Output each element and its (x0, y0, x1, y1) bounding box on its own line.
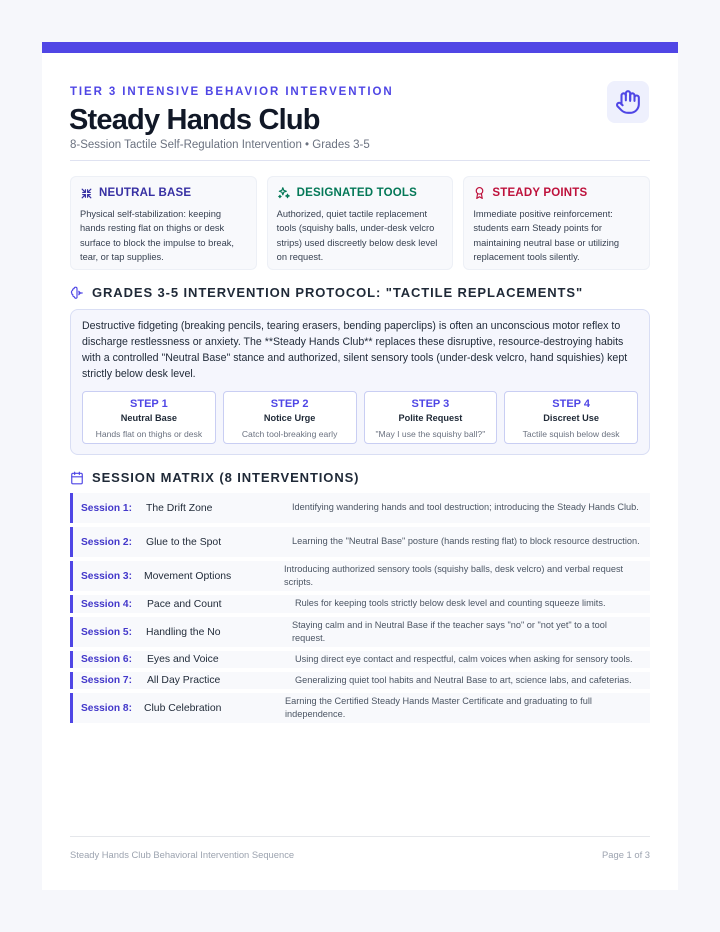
session-name: Eyes and Voice (147, 654, 219, 665)
table-row (70, 672, 650, 689)
card-title: DESIGNATED TOOLS (296, 187, 418, 199)
table-row (70, 527, 650, 557)
matrix-section-heading (70, 470, 359, 485)
intervention-tier-label: TIER 3 INTENSIVE BEHAVIOR INTERVENTION (70, 86, 394, 98)
step-card (82, 391, 216, 444)
page-number: Page 1 of 3 (602, 849, 650, 860)
step-description: Tactile squish below desk (522, 429, 620, 439)
session-name: Pace and Count (147, 598, 222, 610)
session-number: Session 8: (81, 702, 132, 714)
step-name: Neutral Base (120, 413, 177, 423)
footer-document-title: Steady Hands Club Behavioral Intervention Sequence (70, 849, 295, 860)
step-description: Catch tool-breaking early (241, 429, 338, 439)
accent-top-bar (42, 42, 678, 53)
page-subtitle: 8-Session Tactile Self-Regulation Intervention • Grades 3-5 (70, 139, 370, 151)
table-row (70, 617, 650, 647)
session-description: Staying calm and in Neutral Base if the teacher says "no" or "not yet" to a tool request. (292, 619, 607, 643)
award-ribbon-icon (473, 186, 486, 200)
step-number: STEP 4 (552, 398, 590, 410)
step-number: STEP 3 (411, 398, 450, 410)
matrix-heading: SESSION MATRIX (8 INTERVENTIONS) (92, 470, 360, 485)
protocol-panel (70, 309, 650, 455)
raised-hand-badge (607, 81, 649, 123)
page-title: Steady Hands Club (69, 104, 320, 136)
card-body: Physical self-stabilization: keeping hands resting flat on thighs or desk surface to block the impulse to break, tear, or tap supplies. (80, 209, 234, 263)
table-row (70, 693, 650, 723)
session-number: Session 3: (81, 570, 132, 582)
step-card (223, 391, 357, 444)
header-divider (70, 160, 650, 161)
card-body: Immediate positive reinforcement: students earn Steady points for maintaining neutral base or utilizing replacement tools silently. (473, 209, 620, 263)
table-row (70, 651, 650, 668)
session-number: Session 7: (81, 675, 132, 686)
card-body: Authorized, quiet tactile replacement tools (squishy balls, under-desk velcro strips) used discreetly below desk level on request. (276, 209, 438, 263)
step-number: STEP 2 (270, 398, 309, 410)
collapse-arrows-icon (80, 187, 93, 200)
step-name: Discreet Use (543, 413, 599, 423)
session-number: Session 1: (81, 502, 132, 514)
card-neutral-base (70, 176, 257, 270)
session-name: Movement Options (144, 570, 232, 582)
step-name: Polite Request (398, 413, 463, 423)
brain-icon (70, 286, 84, 300)
step-card (504, 391, 638, 444)
protocol-section-heading (70, 285, 583, 300)
table-row (70, 595, 650, 613)
session-number: Session 5: (81, 626, 132, 638)
sparkles-icon (277, 186, 291, 200)
protocol-steps (82, 391, 638, 444)
card-designated-tools (267, 176, 454, 270)
card-title: STEADY POINTS (492, 187, 588, 199)
session-description: Using direct eye contact and respectful, calm voices when asking for sensory tools. (295, 653, 633, 664)
session-description: Generalizing quiet tool habits and Neutral Base to art, science labs, and cafeterias. (295, 674, 632, 685)
protocol-heading: GRADES 3-5 INTERVENTION PROTOCOL: "TACTILE REPLACEMENTS" (92, 285, 584, 300)
session-number: Session 6: (81, 654, 132, 665)
step-name: Notice Urge (263, 413, 316, 423)
session-name: All Day Practice (147, 675, 221, 686)
table-row (70, 493, 650, 523)
session-name: Club Celebration (144, 702, 222, 714)
step-card (364, 391, 498, 444)
step-description: Hands flat on thighs or desk (95, 429, 203, 439)
session-name: The Drift Zone (146, 502, 213, 514)
document-page (42, 42, 678, 890)
session-description: Identifying wandering hands and tool destruction; introducing the Steady Hands Club. (292, 502, 639, 513)
session-name: Handling the No (146, 626, 221, 638)
key-concepts-cards (70, 176, 650, 270)
table-row (70, 561, 650, 591)
raised-hand-icon (615, 89, 641, 115)
session-description: Learning the "Neutral Base" posture (hands resting flat) to block resource destruction. (292, 536, 640, 547)
card-steady-points (463, 176, 650, 270)
session-number: Session 4: (81, 598, 132, 610)
step-number: STEP 1 (130, 398, 168, 410)
calendar-icon (70, 471, 84, 485)
session-description: Earning the Certified Steady Hands Master Certificate and graduating to full independence. (285, 695, 592, 719)
footer-divider (70, 836, 650, 837)
step-description: "May I use the squishy ball?" (375, 429, 486, 439)
protocol-description: Destructive fidgeting (breaking pencils, tearing erasers, bending paperclips) is often an unconscious motor reflex to discharge restlessness or anxiety. The **Steady Hands Club** replaces these disruptive, resource-destroying habits with a controlled "Neutral Base" stance and authorized, silent sensory tools (under-desk velcro, hand squishies) kept strictly below desk level. (82, 320, 628, 380)
session-description: Introducing authorized sensory tools (squishy balls, desk velcro) and verbal request scripts. (284, 563, 624, 587)
session-number: Session 2: (81, 536, 132, 548)
session-name: Glue to the Spot (146, 536, 222, 548)
session-description: Rules for keeping tools strictly below desk level and counting squeeze limits. (295, 598, 606, 609)
card-title: NEUTRAL BASE (99, 187, 192, 199)
